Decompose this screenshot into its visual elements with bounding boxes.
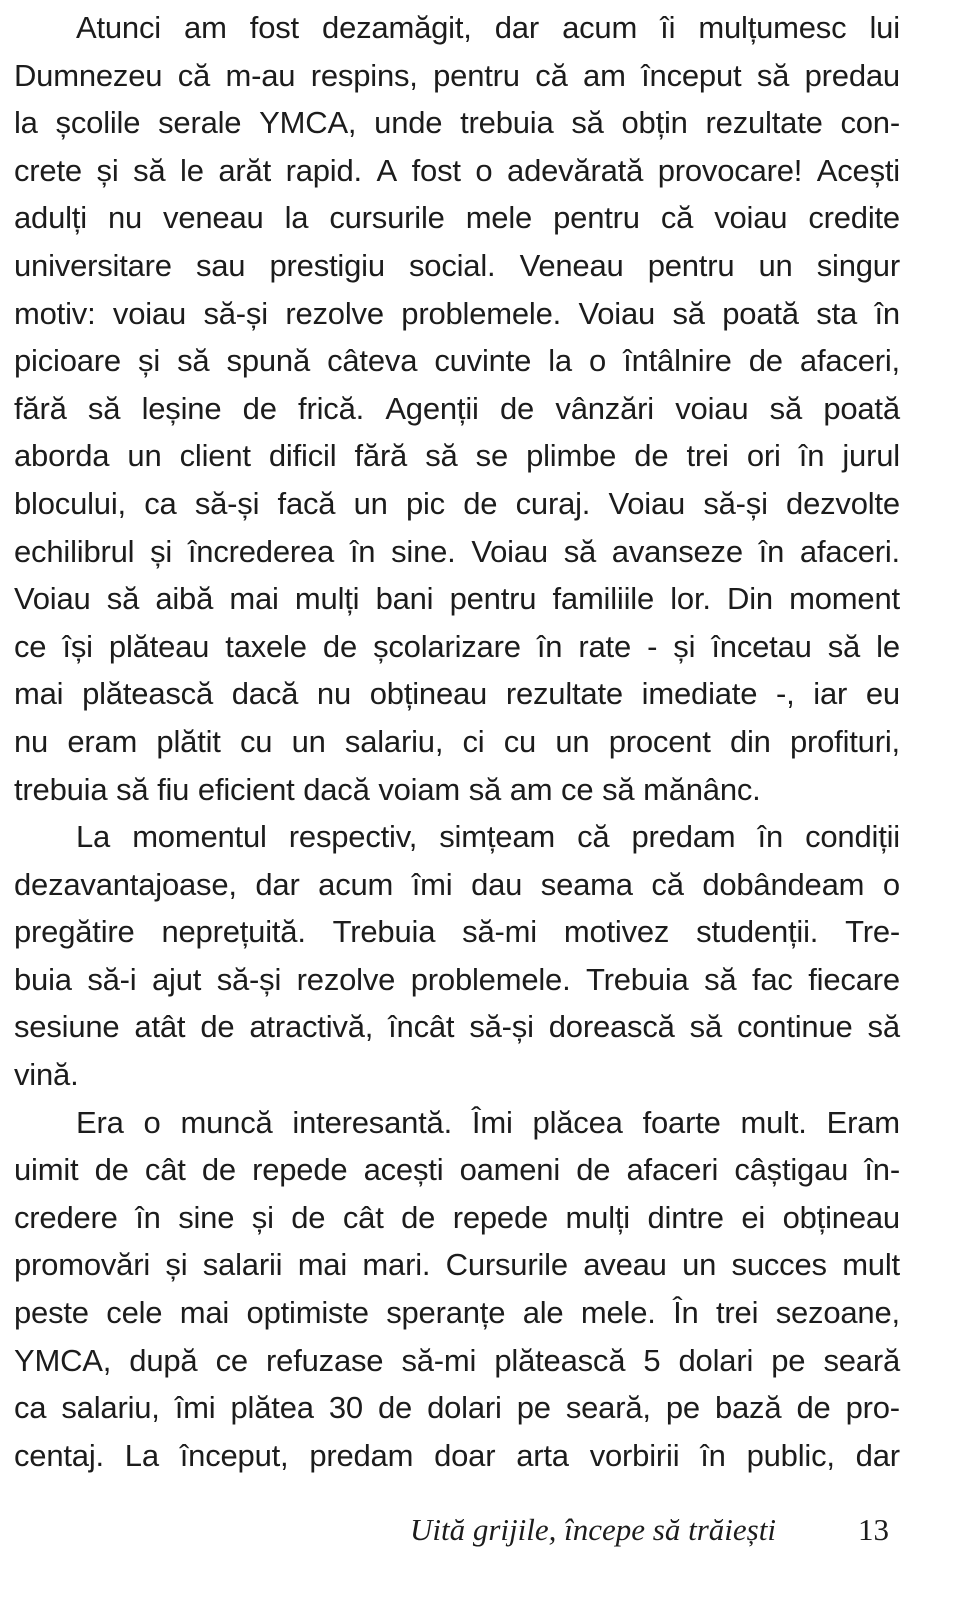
- text-line: centaj. La început, predam doar arta vorbirii în public, dar: [14, 1437, 900, 1473]
- text-line: La momentul respectiv, simțeam că predam în condiții: [76, 819, 900, 855]
- text-line: YMCA, după ce refuzase să-mi plătească 5 dolari pe seară: [14, 1342, 900, 1378]
- text-line: Voiau să aibă mai mulți bani pentru familiile lor. Din moment: [14, 581, 900, 617]
- text-line: nu eram plătit cu un salariu, ci cu un procent din profituri,: [14, 723, 900, 759]
- text-line: la școlile serale YMCA, unde trebuia să obțin rezultate con-: [14, 105, 900, 141]
- text-line: credere în sine și de cât de repede mulți dintre ei obțineau: [14, 1199, 900, 1235]
- text-line: ce își plăteau taxele de școlarizare în rate - și încetau să le: [14, 628, 900, 664]
- paragraph: [14, 4, 900, 813]
- text-line: sesiune atât de atractivă, încât să-și dorească să continue să: [14, 1009, 900, 1045]
- text-line: promovări și salarii mai mari. Cursurile aveau un succes mult: [14, 1247, 900, 1283]
- text-line: blocului, ca să-și facă un pic de curaj. Voiau să-și dezvolte: [14, 485, 900, 521]
- text-line: peste cele mai optimiste speranțe ale mele. În trei sezoane,: [14, 1295, 900, 1331]
- text-line: mai plătească dacă nu obțineau rezultate imediate -, iar eu: [14, 676, 900, 712]
- text-line: dezavantajoase, dar acum îmi dau seama că dobândeam o: [14, 866, 900, 902]
- text-line: buia să-i ajut să-și rezolve problemele. Trebuia să fac fiecare: [14, 961, 900, 997]
- text-line: fără să leșine de frică. Agenții de vânzări voiau să poată: [14, 390, 900, 426]
- page-number: 13: [858, 1512, 889, 1547]
- text-line: ca salariu, îmi plătea 30 de dolari pe seară, pe bază de pro-: [14, 1390, 900, 1426]
- text-line: Era o muncă interesantă. Îmi plăcea foarte mult. Eram: [76, 1104, 900, 1140]
- text-line: crete și să le arăt rapid. A fost o adevărată provocare! Acești: [14, 152, 900, 188]
- paragraph: [14, 813, 900, 1099]
- text-line: pregătire neprețuită. Trebuia să-mi motivez studenții. Tre-: [14, 914, 900, 950]
- paragraph: [14, 1099, 900, 1480]
- text-line: trebuia să fiu eficient dacă voiam să am ce să mănânc.: [14, 771, 761, 807]
- page-body: [14, 4, 900, 1479]
- text-line: vină.: [14, 1057, 79, 1093]
- text-line: motiv: voiau să-și rezolve problemele. Voiau să poată sta în: [14, 295, 900, 331]
- page-footer: [0, 1512, 972, 1562]
- text-line: picioare și să spună câteva cuvinte la o întâlnire de afaceri,: [14, 343, 900, 379]
- running-title: Uită grijile, începe să trăiești: [410, 1512, 776, 1547]
- text-line: echilibrul și încrederea în sine. Voiau să avanseze în afaceri.: [14, 533, 900, 569]
- text-line: Dumnezeu că m-au respins, pentru că am început să predau: [14, 57, 900, 93]
- text-line: universitare sau prestigiu social. Veneau pentru un singur: [14, 247, 900, 283]
- text-line: adulți nu veneau la cursurile mele pentru că voiau credite: [14, 200, 900, 236]
- text-line: uimit de cât de repede acești oameni de afaceri câștigau în-: [14, 1152, 900, 1188]
- text-line: aborda un client dificil fără să se plimbe de trei ori în jurul: [14, 438, 900, 474]
- text-line: Atunci am fost dezamăgit, dar acum îi mulțumesc lui: [76, 10, 900, 45]
